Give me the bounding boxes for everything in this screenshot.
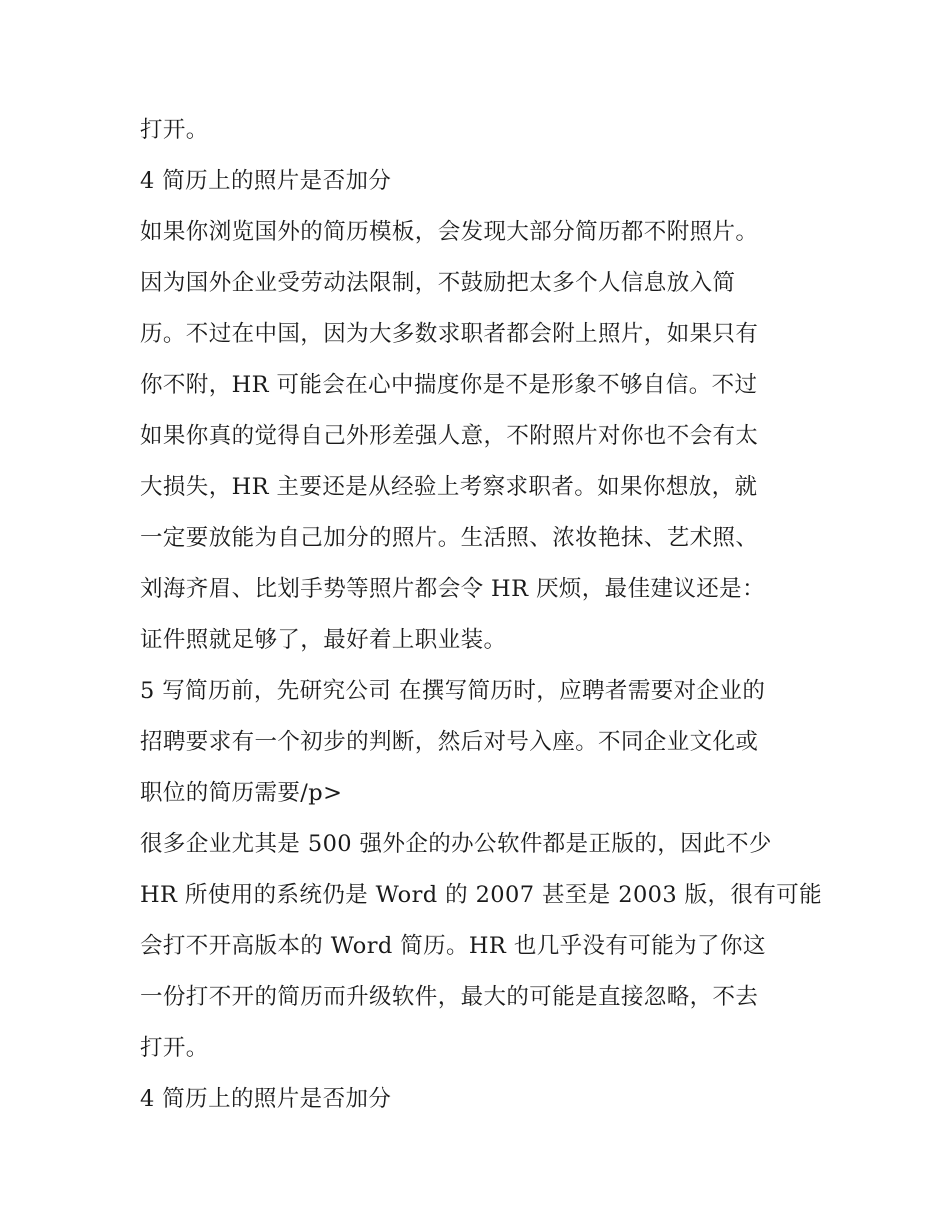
text-line: 很多企业尤其是 500 强外企的办公软件都是正版的，因此不少	[140, 831, 772, 857]
text-line: 历。不过在中国，因为大多数求职者都会附上照片，如果只有	[140, 321, 759, 347]
text-line: 招聘要求有一个初步的判断，然后对号入座。不同企业文化或	[140, 729, 759, 755]
document-page	[140, 105, 823, 1125]
text-line: 打开。	[140, 1035, 209, 1061]
text-line: 大损失，HR 主要还是从经验上考察求职者。如果你想放，就	[140, 474, 758, 500]
text-line: 打开。	[140, 117, 209, 143]
text-line: 一定要放能为自己加分的照片。生活照、浓妆艳抹、艺术照、	[140, 525, 759, 551]
text-line: HR 所使用的系统仍是 Word 的 2007 甚至是 2003 版，很有可能	[140, 882, 823, 908]
text-line: 刘海齐眉、比划手势等照片都会令 HR 厌烦，最佳建议还是：	[140, 576, 765, 602]
text-line: 你不附，HR 可能会在心中揣度你是不是形象不够自信。不过	[140, 372, 758, 398]
section-heading: 4 简历上的照片是否加分	[140, 1086, 392, 1112]
text-line: 一份打不开的简历而升级软件，最大的可能是直接忽略，不去	[140, 984, 759, 1010]
section-heading: 5 写简历前，先研究公司 在撰写简历时，应聘者需要对企业的	[140, 678, 766, 704]
text-line: 因为国外企业受劳动法限制，不鼓励把太多个人信息放入简	[140, 270, 736, 296]
text-line: 如果你真的觉得自己外形差强人意，不附照片对你也不会有太	[140, 423, 759, 449]
text-line: 如果你浏览国外的简历模板，会发现大部分简历都不附照片。	[140, 219, 759, 245]
text-line: 会打不开高版本的 Word 简历。HR 也几乎没有可能为了你这	[140, 933, 766, 959]
text-line: 证件照就足够了，最好着上职业装。	[140, 627, 507, 653]
section-heading: 4 简历上的照片是否加分	[140, 168, 392, 194]
text-line: 职位的简历需要/p>	[140, 780, 343, 806]
